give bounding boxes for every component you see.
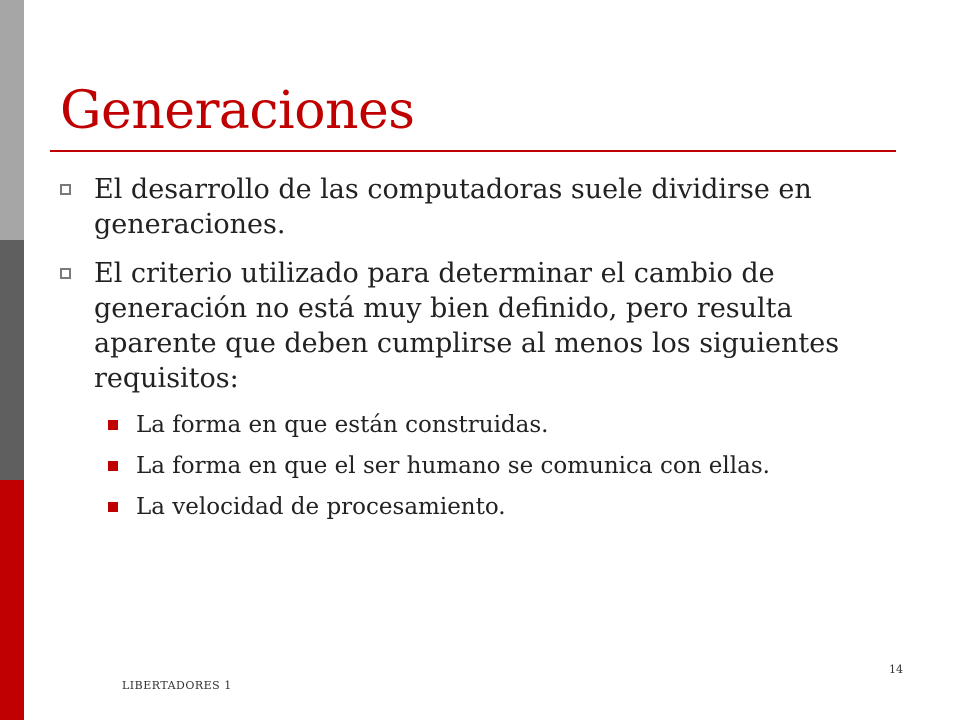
page-number: 14	[889, 663, 903, 676]
bullet-text: El criterio utilizado para determinar el cambio de generación no está muy bien definido, pero resulta aparente que deben cumplirse al menos los siguientes requisitos:	[94, 258, 840, 394]
slide-title: Generaciones	[60, 81, 415, 141]
sub-bullet-item	[56, 410, 906, 440]
sub-bullet-list	[56, 410, 906, 522]
sub-bullet-text: La forma en que están construidas.	[136, 412, 549, 438]
hollow-square-bullet-icon	[60, 268, 71, 279]
slide-footer: LIBERTADORES 1	[122, 679, 232, 692]
bullet-item	[56, 172, 906, 242]
side-bar-gray-segment	[0, 0, 24, 240]
bullet-item	[56, 256, 906, 396]
filled-square-bullet-icon	[108, 461, 118, 471]
sub-bullet-text: La forma en que el ser humano se comunica con ellas.	[136, 453, 770, 479]
side-bar-dark-segment	[0, 240, 24, 480]
bullet-text: El desarrollo de las computadoras suele dividirse en generaciones.	[94, 174, 812, 240]
sub-bullet-item	[56, 451, 906, 481]
filled-square-bullet-icon	[108, 502, 118, 512]
hollow-square-bullet-icon	[60, 184, 71, 195]
side-bar-red-segment	[0, 480, 24, 720]
title-underline	[50, 150, 896, 152]
sub-bullet-item	[56, 492, 906, 522]
filled-square-bullet-icon	[108, 420, 118, 430]
sub-bullet-text: La velocidad de procesamiento.	[136, 494, 506, 520]
slide-content	[56, 172, 906, 533]
side-color-bar	[0, 0, 24, 720]
